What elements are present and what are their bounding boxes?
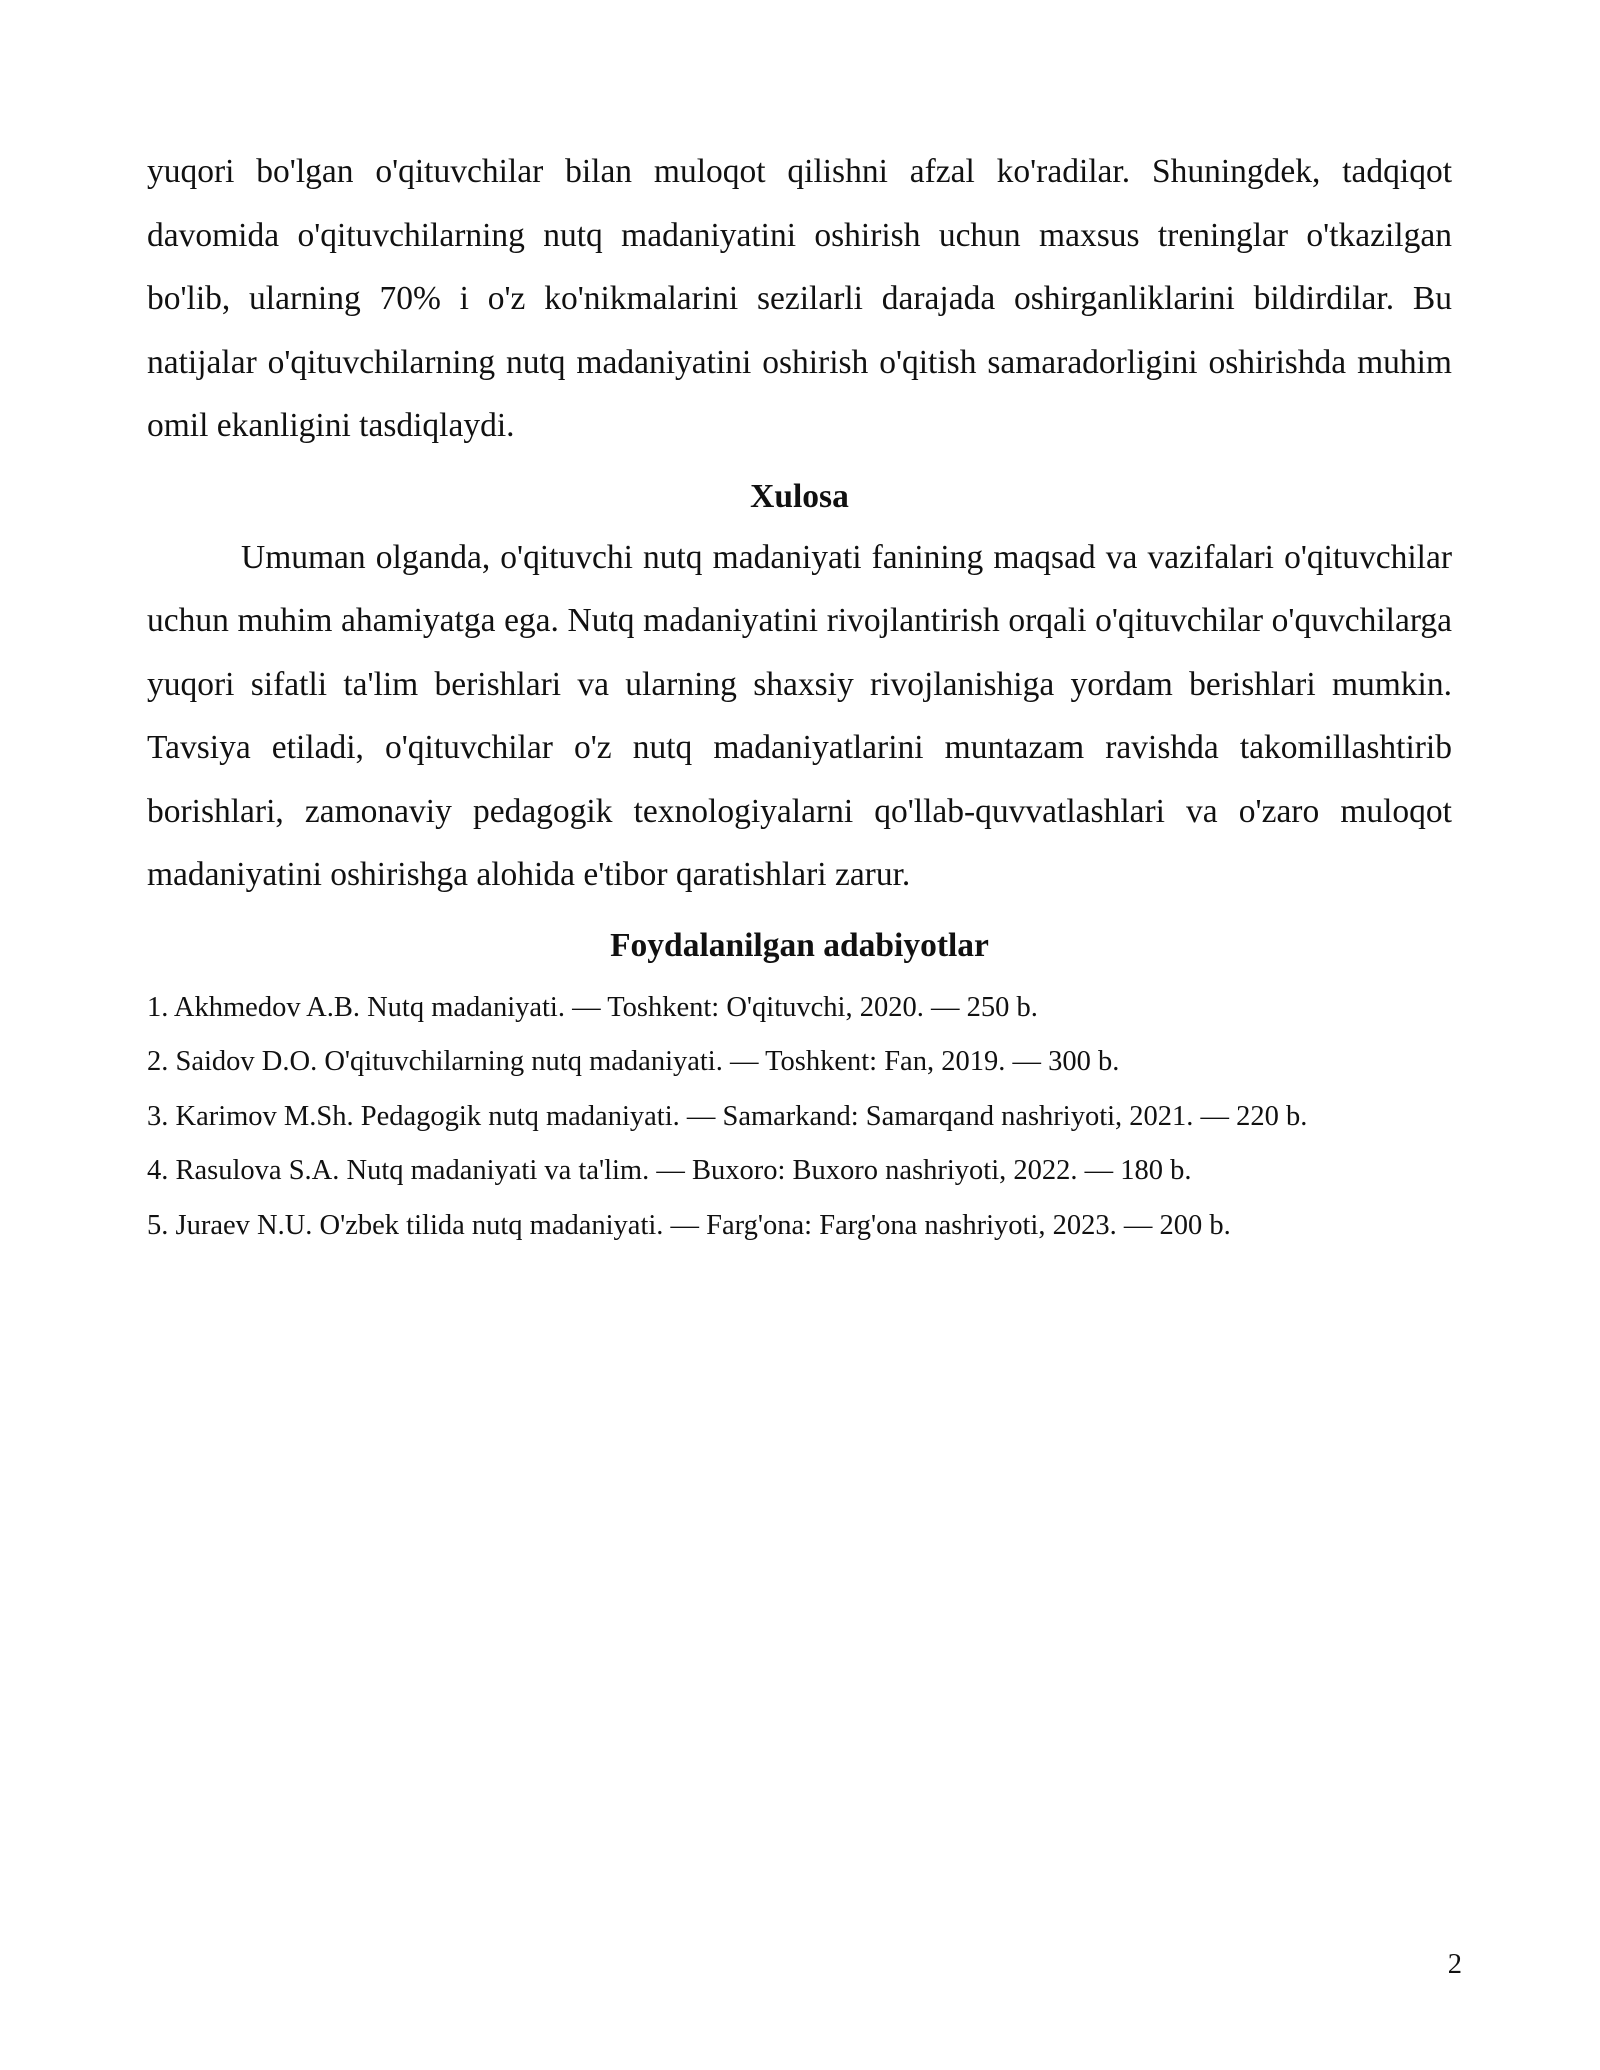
conclusion-heading: Xulosa (750, 477, 849, 515)
references-list (147, 981, 1452, 1254)
reference-item: 3. Karimov M.Sh. Pedagogik nutq madaniyati. — Samarkand: Samarqand nashriyoti, 2021. — 220 b. (147, 1100, 1308, 1132)
document-page (147, 140, 1452, 1253)
conclusion-paragraph: Umuman olganda, o'qituvchi nutq madaniyati fanining maqsad va vazifalari o'qituvchilar uchun muhim ahamiyatga ega. Nutq madaniyatini rivojlantirish orqali o'qituvchilar o'quvchilarga yuqori sifatli ta'lim berishlari va ularning shaxsiy rivojlanishiga yordam berishlari mumkin. Tavsiya etiladi, o'qituvchilar o'z nutq madaniyatlarini muntazam ravishda takomillashtirib borishlari, zamonaviy pedagogik texnologiyalarni qo'llab-quvvatlashlari va o'zaro muloqot madaniyatini oshirishga alohida e'tibor qaratishlari zarur. (147, 538, 1452, 893)
reference-item: 4. Rasulova S.A. Nutq madaniyati va ta'lim. — Buxoro: Buxoro nashriyoti, 2022. — 180 b. (147, 1155, 1192, 1186)
reference-item: 2. Saidov D.O. O'qituvchilarning nutq madaniyati. — Toshkent: Fan, 2019. — 300 b. (147, 1046, 1120, 1077)
page-number: 2 (1447, 1949, 1462, 1980)
reference-item: 5. Juraev N.U. O'zbek tilida nutq madaniyati. — Farg'ona: Farg'ona nashriyoti, 2023. — 200 b. (147, 1209, 1231, 1241)
reference-item: 1. Akhmedov A.B. Nutq madaniyati. — Toshkent: O'qituvchi, 2020. — 250 b. (147, 991, 1038, 1023)
intro-paragraph: yuqori bo'lgan o'qituvchilar bilan muloqot qilishni afzal ko'radilar. Shuningdek, tadqiqot davomida o'qituvchilarning nutq madaniyatini oshirish uchun maxsus treninglar o'tkazilgan bo'lib, ularning 70% i o'z ko'nikmalarini sezilarli darajada oshirganliklarini bildirdilar. Bu natijalar o'qituvchilarning nutq madaniyatini oshirish o'qitish samaradorligini oshirishda muhim omil ekanligini tasdiqlaydi. (147, 153, 1452, 444)
references-heading: Foydalanilgan adabiyotlar (610, 926, 989, 964)
